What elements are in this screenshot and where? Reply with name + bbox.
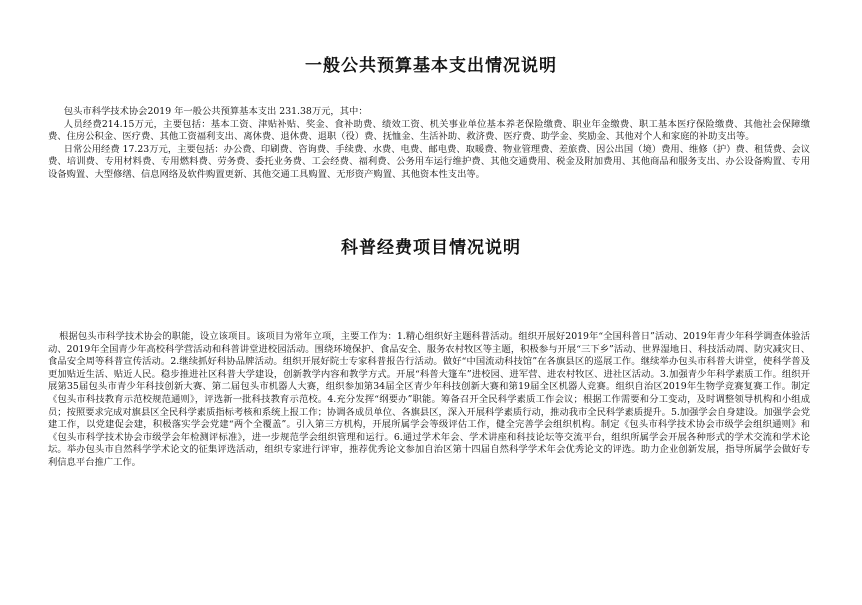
paragraph-personnel: 人员经费214.15万元，主要包括：基本工资、津贴补贴、奖金、食补助费、绩效工资、机关事业单位基本养老保险缴费、职业年金缴费、职工基本医疗保险缴费、其他社会保障缴费、住房公积金、医疗费、其他工资福利支出、离休费、退休费、退职（役）费、抚恤金、生活补助、救济费、医疗费、助学金、奖励金、其他对个人和家庭的补助支出等。 <box>48 118 810 143</box>
section-title-basic-expenditure: 一般公共预算基本支出情况说明 <box>305 56 557 76</box>
basic-expenditure-text <box>48 106 810 182</box>
section-title-science-popularization: 科普经费项目情况说明 <box>341 238 521 258</box>
paragraph-public-funds: 日常公用经费 17.23万元，主要包括：办公费、印刷费、咨询费、手续费、水费、电费、邮电费、取暖费、物业管理费、差旅费、因公出国（境）费用、维修（护）费、租赁费、会议费、培训费、专用材料费、专用燃料费、劳务费、委托业务费、工会经费、福利费、公务用车运行维护费、其他交通费用、税金及附加费用、其他商品和服务支出、办公设备购置、专用设备购置、大型修缮、信息网络及软件购置更新、其他交通工具购置、无形资产购置、其他资本性支出等。 <box>48 143 810 180</box>
paragraph-total: 包头市科学技术协会2019 年一般公共预算基本支出 231.38万元，其中： <box>63 106 368 117</box>
science-popularization-text <box>48 331 810 470</box>
paragraph-project-description: 根据包头市科学技术协会的职能，设立该项目。该项目为常年立项，主要工作为：1.精心组织好主题科普活动。组织开展好2019年“全国科普日”活动、2019年青少年科学调查体验活动、2019年全国青少年高校科学营活动和科普讲堂进校园活动。围绕环境保护、食品安全、服务农村牧区等主题，积极参与开展“三下乡”活动、世界湿地日、科技活动周、防灾减灾日、食品安全周等科普宣传活动。2.继续抓好科协品牌活动。组织开展好院士专家科普报告行活动。做好“中国流动科技馆”在各旗县区的巡展工作。继续举办包头市科普大讲堂，使科学普及更加贴近生活、贴近人民。稳步推进社区科普大学建设，创新教学内容和教学方式。开展“科普大篷车”进校园、进军营、进农村牧区、进社区活动。3.加强青少年科学素质工作。组织开展第35届包头市青少年科技创新大赛、第二届包头市机器人大赛，组织参加第34届全区青少年科技创新大赛和第19届全区机器人竞赛。组织自治区2019年生物学竞赛复赛工作。制定《包头市科技教育示范校规范通则》，评选新一批科技教育示范校。4.充分发挥“纲要办”职能。筹备召开全民科学素质工作会议；根据工作需要和分工变动，及时调整领导机构和小组成员；按照要求完成对旗县区全民科学素质指标考核和系统上报工作；协调各成员单位、各旗县区，深入开展科学素质行动，推动我市全民科学素质提升。5.加强学会自身建设。加强学会党建工作，以党建促会建，积极落实学会党建“两个全覆盖”。引入第三方机构，开展所属学会等级评估工作，健全完善学会组织机构。制定《包头市科学技术协会市级学会组织通则》和《包头市科学技术协会市级学会年检测评标准》，进一步规范学会组织管理和运行。6.通过学术年会、学术讲座和科技论坛等交流平台，组织所属学会开展各种形式的学术交流和学术论坛。举办包头市自然科学学术论文的征集评选活动，组织专家进行评审，推荐优秀论文参加自治区第十四届自然科学学术年会优秀论文的评选。助力企业创新发展，指导所属学会做好专利信息平台推广工作。 <box>48 331 810 468</box>
